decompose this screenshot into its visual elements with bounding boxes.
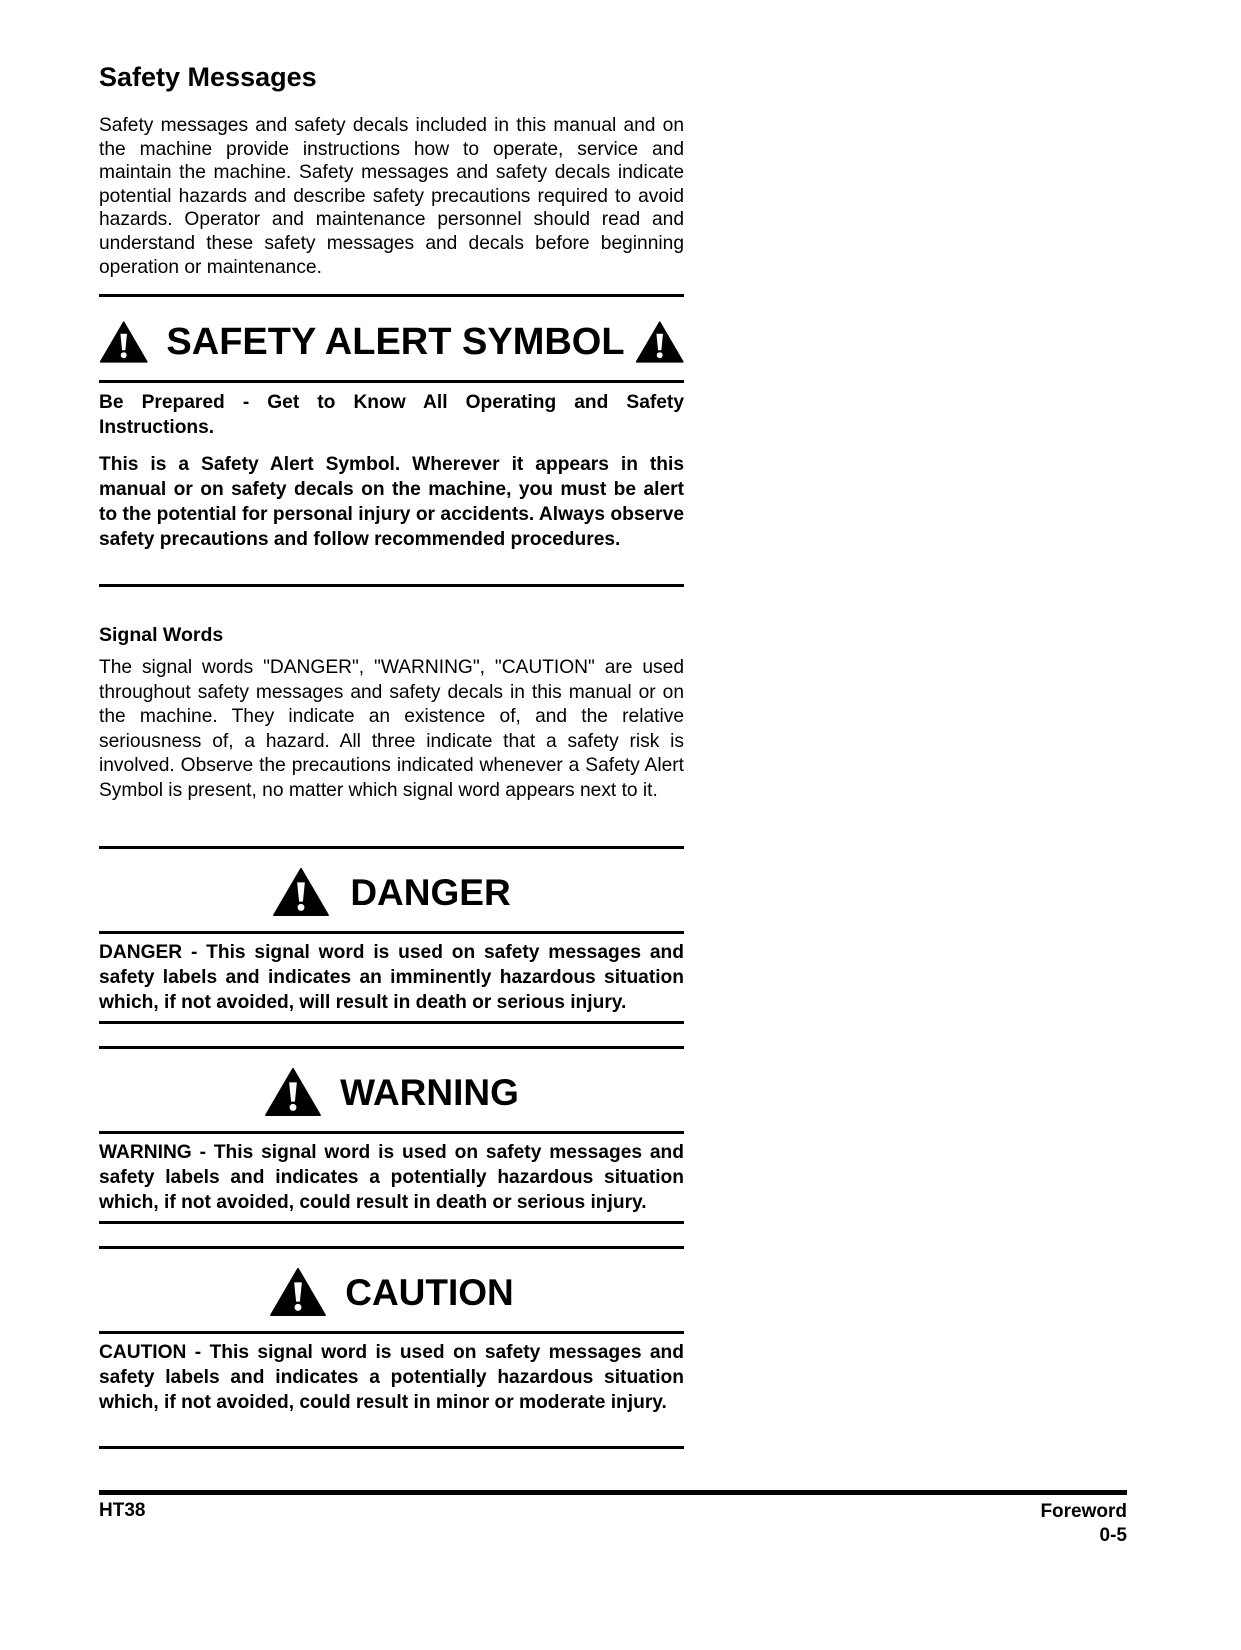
footer-rule [99,1490,1127,1495]
warning-triangle-icon [99,316,148,368]
footer-section: Foreword [1040,1501,1127,1522]
warning-heading: WARNING [340,1071,519,1113]
divider [99,584,684,587]
warning-description: WARNING - This signal word is used on safety messages and safety labels and indicates a potentially hazardous situation which, if not avoided, could result in death or serious injury. [99,1142,684,1213]
safety-alert-instruction: Be Prepared - Get to Know All Operating and Safety Instructions. [99,392,684,438]
warning-banner [99,1065,684,1119]
caution-banner [99,1265,684,1319]
divider [99,1446,684,1449]
danger-banner [99,865,684,919]
divider [99,1046,684,1049]
safety-alert-description: This is a Safety Alert Symbol. Wherever it appears in this manual or on safety decals on the machine, you must be alert to the potential for personal injury or accidents. Always observe safety precautions and follow recommended procedures. [99,454,684,550]
warning-triangle-icon [635,316,684,368]
footer-page-number: 0-5 [1099,1525,1127,1546]
divider [99,1021,684,1024]
danger-description: DANGER - This signal word is used on safety messages and safety labels and indicates an imminently hazardous situation which, if not avoided, will result in death or serious injury. [99,942,684,1013]
caution-description: CAUTION - This signal word is used on safety messages and safety labels and indicates a potentially hazardous situation which, if not avoided, could result in minor or moderate injury. [99,1342,684,1413]
divider [99,1331,684,1334]
safety-alert-banner [99,313,684,371]
danger-heading: DANGER [350,871,511,913]
footer-page-info [1040,1500,1127,1548]
section-title: Safety Messages [99,62,317,92]
signal-words-paragraph: The signal words "DANGER", "WARNING", "CAUTION" are used throughout safety messages and safety decals in this manual or on the machine. They indicate an existence of, and the relative seriousness of, a hazard. All three indicate that a safety risk is involved. Observe the precautions indicated whenever a Safety Alert Symbol is present, no matter which signal word appears next to it. [99,657,684,801]
warning-triangle-icon [272,867,330,917]
caution-heading: CAUTION [345,1271,514,1313]
divider [99,294,684,297]
footer-model: HT38 [99,1500,146,1521]
divider [99,846,684,849]
warning-triangle-icon [269,1267,327,1317]
divider [99,1131,684,1134]
divider [99,1221,684,1224]
divider [99,1246,684,1249]
intro-paragraph: Safety messages and safety decals included in this manual and on the machine provide instructions how to operate, service and maintain the machine. Safety messages and safety decals indicate potential hazards and describe safety precautions required to avoid hazards. Operator and maintenance personnel should read and understand these safety messages and decals before beginning operation or maintenance. [99,115,684,278]
warning-triangle-icon [264,1067,322,1117]
safety-alert-heading: SAFETY ALERT SYMBOL [166,321,625,363]
signal-words-title: Signal Words [99,624,224,646]
divider [99,380,684,383]
divider [99,931,684,934]
